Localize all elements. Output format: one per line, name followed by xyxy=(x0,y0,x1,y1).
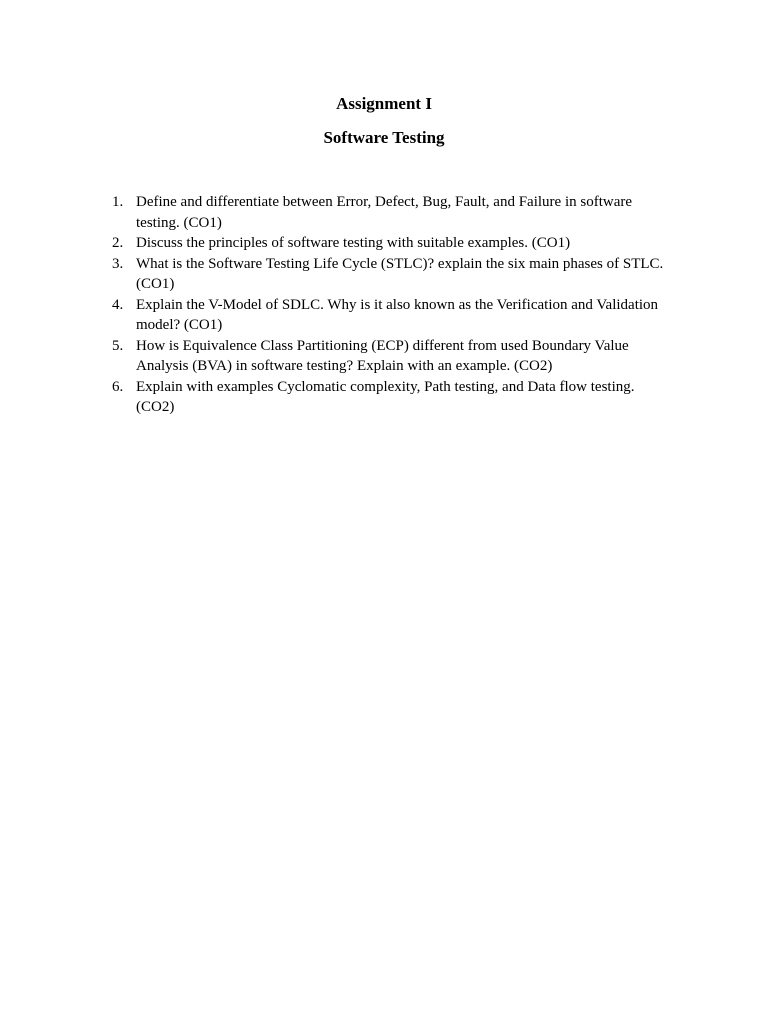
question-text: Discuss the principles of software testing with suitable examples. (CO1) xyxy=(136,235,571,251)
list-item xyxy=(0,336,670,377)
document-subtitle: Software Testing xyxy=(323,128,445,147)
question-text: How is Equivalence Class Partitioning (ECP) different from used Boundary Value Analysis (BVA) in software testing? Explain with an example. (CO2) xyxy=(136,337,629,374)
question-number: 2. xyxy=(112,235,124,251)
question-number: 6. xyxy=(112,378,124,395)
list-item xyxy=(0,254,670,295)
question-number: 4. xyxy=(112,296,124,313)
question-number: 3. xyxy=(112,255,124,272)
question-text: Explain with examples Cyclomatic complexity, Path testing, and Data flow testing. (CO2) xyxy=(136,378,635,415)
list-item xyxy=(0,295,670,336)
list-item xyxy=(0,233,670,254)
question-number: 1. xyxy=(112,194,124,210)
list-item xyxy=(0,377,670,418)
question-text: What is the Software Testing Life Cycle (STLC)? explain the six main phases of STLC. (CO1) xyxy=(136,255,664,292)
list-item xyxy=(0,192,670,233)
question-number: 5. xyxy=(112,337,124,354)
question-text: Explain the V-Model of SDLC. Why is it also known as the Verification and Validation model? (CO1) xyxy=(136,296,659,333)
document-title: Assignment I xyxy=(336,94,432,113)
question-text: Define and differentiate between Error, Defect, Bug, Fault, and Failure in software testing. (CO1) xyxy=(136,194,633,231)
question-list xyxy=(0,192,768,418)
